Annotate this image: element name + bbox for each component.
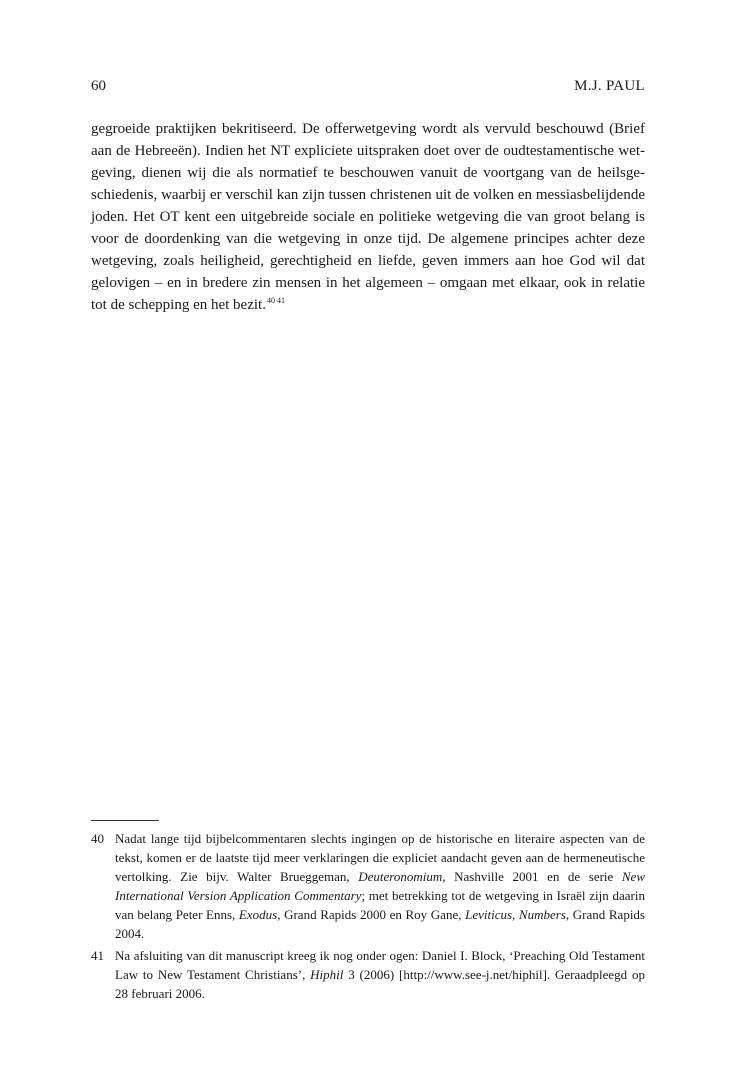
body-text: gegroeide praktijken bekritiseerd. De offerwetgeving wordt als vervuld beschouwd (Brief aan de Hebreeën). Indien het NT expliciete uitspraken doet over de oudtestamentische wetgeving, dienen wij die als normatief te beschouwen vanuit de voortgang van de heilsgeschiedenis, waarbij er verschil kan zijn tussen christenen uit de volken en messiasbelijdende joden. Het OT kent een uitgebreide sociale en politieke wetgeving die van groot belang is voor de doordenking van die wetgeving in onze tijd. De algemene principes achter deze wetgeving, zoals heiligheid, gerechtigheid en liefde, geven immers aan hoe God wil dat gelovigen – en in bredere zin mensen in het algemeen – omgaan met elkaar, ook in relatie tot de schepping en het bezit. (91, 121, 645, 313)
running-head: M.J. PAUL (574, 78, 645, 94)
footnote-text: Nadat lange tijd bijbelcommentaren slechts ingingen op de historische en literaire aspecten van de tekst, komen er de laatste tijd meer verklaringen die expliciet aandacht geven aan de hermeneutische vertolking. Zie bijv. Walter Brueggeman, Deuteronomium, Nashville 2001 en de serie New International Version Application Commentary; met betrekking tot de wetgeving in Israël zijn daarin van belang Peter Enns, Exodus, Grand Rapids 2000 en Roy Gane, Leviticus, Numbers, Grand Rapids 2004. (115, 831, 645, 941)
footnote-41 (91, 946, 645, 1003)
footnotes (91, 829, 645, 1006)
footnote-text: Na afsluiting van dit manuscript kreeg ik nog onder ogen: Daniel I. Block, ‘Preaching Old Testament Law to New Testament Christians’, Hiphil 3 (2006) [http://www.see-j.net/hiphil]. Geraadpleegd op 28 februari 2006. (115, 948, 645, 1001)
footnote-rule (91, 820, 159, 821)
footnote-40 (91, 829, 645, 943)
page-number: 60 (91, 78, 106, 94)
footnote-number: 40 (91, 831, 104, 846)
footnote-reference: 40 41 (266, 296, 285, 305)
footnote-number: 41 (91, 948, 104, 963)
body-paragraph (91, 118, 645, 316)
